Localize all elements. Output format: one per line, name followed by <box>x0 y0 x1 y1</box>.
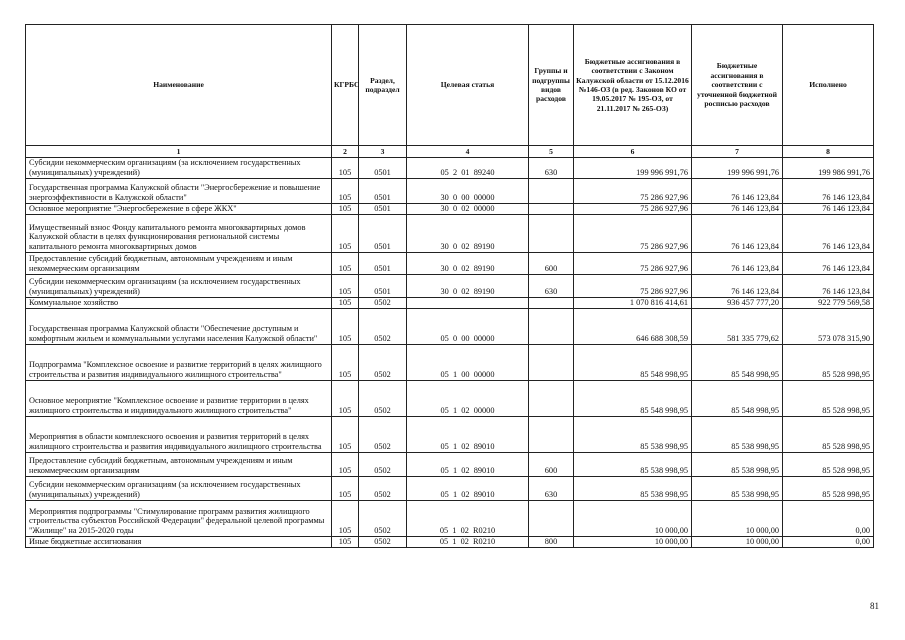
row-executed: 199 986 991,76 <box>783 158 874 178</box>
row-group <box>529 178 574 203</box>
row-group: 800 <box>529 536 574 547</box>
row-target: 05 1 02 89010 <box>407 452 529 476</box>
header-target: Целевая статья <box>407 25 529 146</box>
row-budget-refined: 76 146 123,84 <box>692 203 783 214</box>
row-budget-refined: 76 146 123,84 <box>692 274 783 297</box>
row-section: 0502 <box>359 297 407 308</box>
row-section: 0502 <box>359 416 407 452</box>
table-row <box>26 252 874 274</box>
row-group: 630 <box>529 274 574 297</box>
row-target: 05 1 02 89010 <box>407 476 529 500</box>
row-target: 30 0 02 89190 <box>407 274 529 297</box>
row-budget-law: 10 000,00 <box>574 500 692 536</box>
row-group <box>529 297 574 308</box>
row-executed: 76 146 123,84 <box>783 214 874 252</box>
table-body <box>26 158 874 547</box>
row-group: 630 <box>529 476 574 500</box>
row-budget-law: 1 070 816 414,61 <box>574 297 692 308</box>
table-row <box>26 536 874 547</box>
row-kgrbs: 105 <box>332 344 359 380</box>
header-executed: Исполнено <box>783 25 874 146</box>
table-row <box>26 476 874 500</box>
row-section: 0501 <box>359 274 407 297</box>
row-budget-refined: 85 538 998,95 <box>692 416 783 452</box>
column-number: 2 <box>332 146 359 158</box>
row-section: 0502 <box>359 452 407 476</box>
row-section: 0501 <box>359 214 407 252</box>
table-row <box>26 297 874 308</box>
row-target <box>407 297 529 308</box>
row-kgrbs: 105 <box>332 214 359 252</box>
row-name: Государственная программа Калужской области "Энергосбережение и повышение энергоэффективности в Калужской области" <box>26 178 332 203</box>
row-name: Мероприятия подпрограммы "Стимулирование программ развития жилищного строительства субъектов Российской Федерации" федеральной целевой программы "Жилище" на 2015-2020 годы <box>26 500 332 536</box>
header-budget-refined: Бюджетные ассигнования в соответствии с уточненной бюджетной росписью расходов <box>692 25 783 146</box>
row-kgrbs: 105 <box>332 380 359 416</box>
row-group: 600 <box>529 452 574 476</box>
row-group <box>529 500 574 536</box>
table-row <box>26 158 874 178</box>
row-budget-law: 75 286 927,96 <box>574 274 692 297</box>
row-kgrbs: 105 <box>332 476 359 500</box>
row-executed: 76 146 123,84 <box>783 203 874 214</box>
row-group: 600 <box>529 252 574 274</box>
row-budget-law: 75 286 927,96 <box>574 203 692 214</box>
row-section: 0502 <box>359 476 407 500</box>
row-executed: 0,00 <box>783 536 874 547</box>
row-budget-law: 75 286 927,96 <box>574 178 692 203</box>
row-section: 0502 <box>359 308 407 344</box>
row-name: Имущественный взнос Фонду капитального ремонта многоквартирных домов Калужской области в целях функционирования региональной системы капитального ремонта многоквартирных домов <box>26 214 332 252</box>
row-target: 05 1 02 89010 <box>407 416 529 452</box>
table-row <box>26 178 874 203</box>
row-target: 05 1 02 00000 <box>407 380 529 416</box>
row-kgrbs: 105 <box>332 500 359 536</box>
row-name: Основное мероприятие "Комплексное освоение и развитие территории в целях жилищного строительства и индивидуального жилищного строительства" <box>26 380 332 416</box>
row-group <box>529 380 574 416</box>
row-name: Основное мероприятие "Энергосбережение в сфере ЖКХ" <box>26 203 332 214</box>
row-budget-refined: 76 146 123,84 <box>692 178 783 203</box>
row-budget-law: 75 286 927,96 <box>574 252 692 274</box>
row-section: 0502 <box>359 344 407 380</box>
row-target: 05 1 02 R0210 <box>407 500 529 536</box>
column-number-row <box>26 146 874 158</box>
row-executed: 85 528 998,95 <box>783 416 874 452</box>
row-budget-law: 75 286 927,96 <box>574 214 692 252</box>
row-kgrbs: 105 <box>332 297 359 308</box>
row-budget-law: 10 000,00 <box>574 536 692 547</box>
row-budget-law: 199 996 991,76 <box>574 158 692 178</box>
row-budget-refined: 85 538 998,95 <box>692 452 783 476</box>
header-group: Группы и подгруппы видов расходов <box>529 25 574 146</box>
row-executed: 85 528 998,95 <box>783 380 874 416</box>
row-kgrbs: 105 <box>332 416 359 452</box>
column-number: 8 <box>783 146 874 158</box>
header-section: Раздел, подраздел <box>359 25 407 146</box>
row-executed: 85 528 998,95 <box>783 476 874 500</box>
row-section: 0501 <box>359 252 407 274</box>
row-target: 05 1 00 00000 <box>407 344 529 380</box>
header-budget-law: Бюджетные ассигнования в соответствии с Законом Калужской области от 15.12.2016 №146-ОЗ (в ред. Законов КО от 19.05.2017 № 195-ОЗ, от 21.11.2017 № 265-ОЗ) <box>574 25 692 146</box>
header-kgrbs: КГРБС <box>332 25 359 146</box>
row-kgrbs: 105 <box>332 178 359 203</box>
row-kgrbs: 105 <box>332 308 359 344</box>
column-number: 1 <box>26 146 332 158</box>
row-target: 05 2 01 89240 <box>407 158 529 178</box>
row-name: Мероприятия в области комплексного освоения и развития территорий в целях жилищного строительства и развития индивидуального жилищного строительства <box>26 416 332 452</box>
row-name: Иные бюджетные ассигнования <box>26 536 332 547</box>
column-number: 4 <box>407 146 529 158</box>
row-name: Субсидии некоммерческим организациям (за исключением государственных (муниципальных) учреждений) <box>26 274 332 297</box>
table-row <box>26 344 874 380</box>
row-group <box>529 416 574 452</box>
row-kgrbs: 105 <box>332 536 359 547</box>
row-kgrbs: 105 <box>332 252 359 274</box>
page-number: 81 <box>870 601 879 611</box>
row-budget-refined: 76 146 123,84 <box>692 252 783 274</box>
row-kgrbs: 105 <box>332 274 359 297</box>
table-row <box>26 214 874 252</box>
row-budget-refined: 10 000,00 <box>692 536 783 547</box>
row-executed: 573 078 315,90 <box>783 308 874 344</box>
table-row <box>26 274 874 297</box>
row-budget-law: 85 548 998,95 <box>574 380 692 416</box>
row-section: 0501 <box>359 178 407 203</box>
row-name: Предоставление субсидий бюджетным, автономным учреждениям и иным некоммерческим организациям <box>26 252 332 274</box>
row-executed: 76 146 123,84 <box>783 178 874 203</box>
row-budget-law: 646 688 308,59 <box>574 308 692 344</box>
budget-table <box>25 24 874 548</box>
row-budget-refined: 76 146 123,84 <box>692 214 783 252</box>
row-name: Субсидии некоммерческим организациям (за исключением государственных (муниципальных) учреждений) <box>26 158 332 178</box>
row-section: 0501 <box>359 203 407 214</box>
row-section: 0502 <box>359 380 407 416</box>
row-budget-refined: 581 335 779,62 <box>692 308 783 344</box>
row-budget-refined: 199 996 991,76 <box>692 158 783 178</box>
row-budget-law: 85 548 998,95 <box>574 344 692 380</box>
row-executed: 85 528 998,95 <box>783 452 874 476</box>
row-section: 0502 <box>359 500 407 536</box>
row-name: Предоставление субсидий бюджетным, автономным учреждениям и иным некоммерческим организациям <box>26 452 332 476</box>
row-section: 0501 <box>359 158 407 178</box>
row-name: Подпрограмма "Комплексное освоение и развитие территорий в целях жилищного строительства и развития индивидуального жилищного строительства" <box>26 344 332 380</box>
row-target: 30 0 02 00000 <box>407 203 529 214</box>
row-kgrbs: 105 <box>332 158 359 178</box>
table-row <box>26 452 874 476</box>
row-name: Государственная программа Калужской области "Обеспечение доступным и комфортным жильем и коммунальными услугами населения Калужской области" <box>26 308 332 344</box>
row-budget-law: 85 538 998,95 <box>574 416 692 452</box>
row-target: 30 0 02 89190 <box>407 252 529 274</box>
row-budget-law: 85 538 998,95 <box>574 452 692 476</box>
column-number: 3 <box>359 146 407 158</box>
column-number: 6 <box>574 146 692 158</box>
row-group <box>529 203 574 214</box>
row-budget-refined: 85 548 998,95 <box>692 344 783 380</box>
row-target: 05 0 00 00000 <box>407 308 529 344</box>
row-group: 630 <box>529 158 574 178</box>
column-number: 5 <box>529 146 574 158</box>
row-executed: 76 146 123,84 <box>783 274 874 297</box>
header-row <box>26 25 874 146</box>
row-target: 30 0 00 00000 <box>407 178 529 203</box>
table-row <box>26 380 874 416</box>
row-executed: 922 779 569,58 <box>783 297 874 308</box>
row-target: 05 1 02 R0210 <box>407 536 529 547</box>
table-row <box>26 308 874 344</box>
row-name: Коммунальное хозяйство <box>26 297 332 308</box>
table-row <box>26 416 874 452</box>
row-executed: 85 528 998,95 <box>783 344 874 380</box>
row-group <box>529 214 574 252</box>
table-row <box>26 203 874 214</box>
header-name: Наименование <box>26 25 332 146</box>
row-executed: 76 146 123,84 <box>783 252 874 274</box>
row-target: 30 0 02 89190 <box>407 214 529 252</box>
row-group <box>529 344 574 380</box>
row-budget-refined: 936 457 777,20 <box>692 297 783 308</box>
row-budget-refined: 85 538 998,95 <box>692 476 783 500</box>
row-budget-law: 85 538 998,95 <box>574 476 692 500</box>
row-budget-refined: 10 000,00 <box>692 500 783 536</box>
row-kgrbs: 105 <box>332 203 359 214</box>
table-row <box>26 500 874 536</box>
row-section: 0502 <box>359 536 407 547</box>
row-name: Субсидии некоммерческим организациям (за исключением государственных (муниципальных) учреждений) <box>26 476 332 500</box>
row-group <box>529 308 574 344</box>
row-kgrbs: 105 <box>332 452 359 476</box>
row-budget-refined: 85 548 998,95 <box>692 380 783 416</box>
row-executed: 0,00 <box>783 500 874 536</box>
column-number: 7 <box>692 146 783 158</box>
